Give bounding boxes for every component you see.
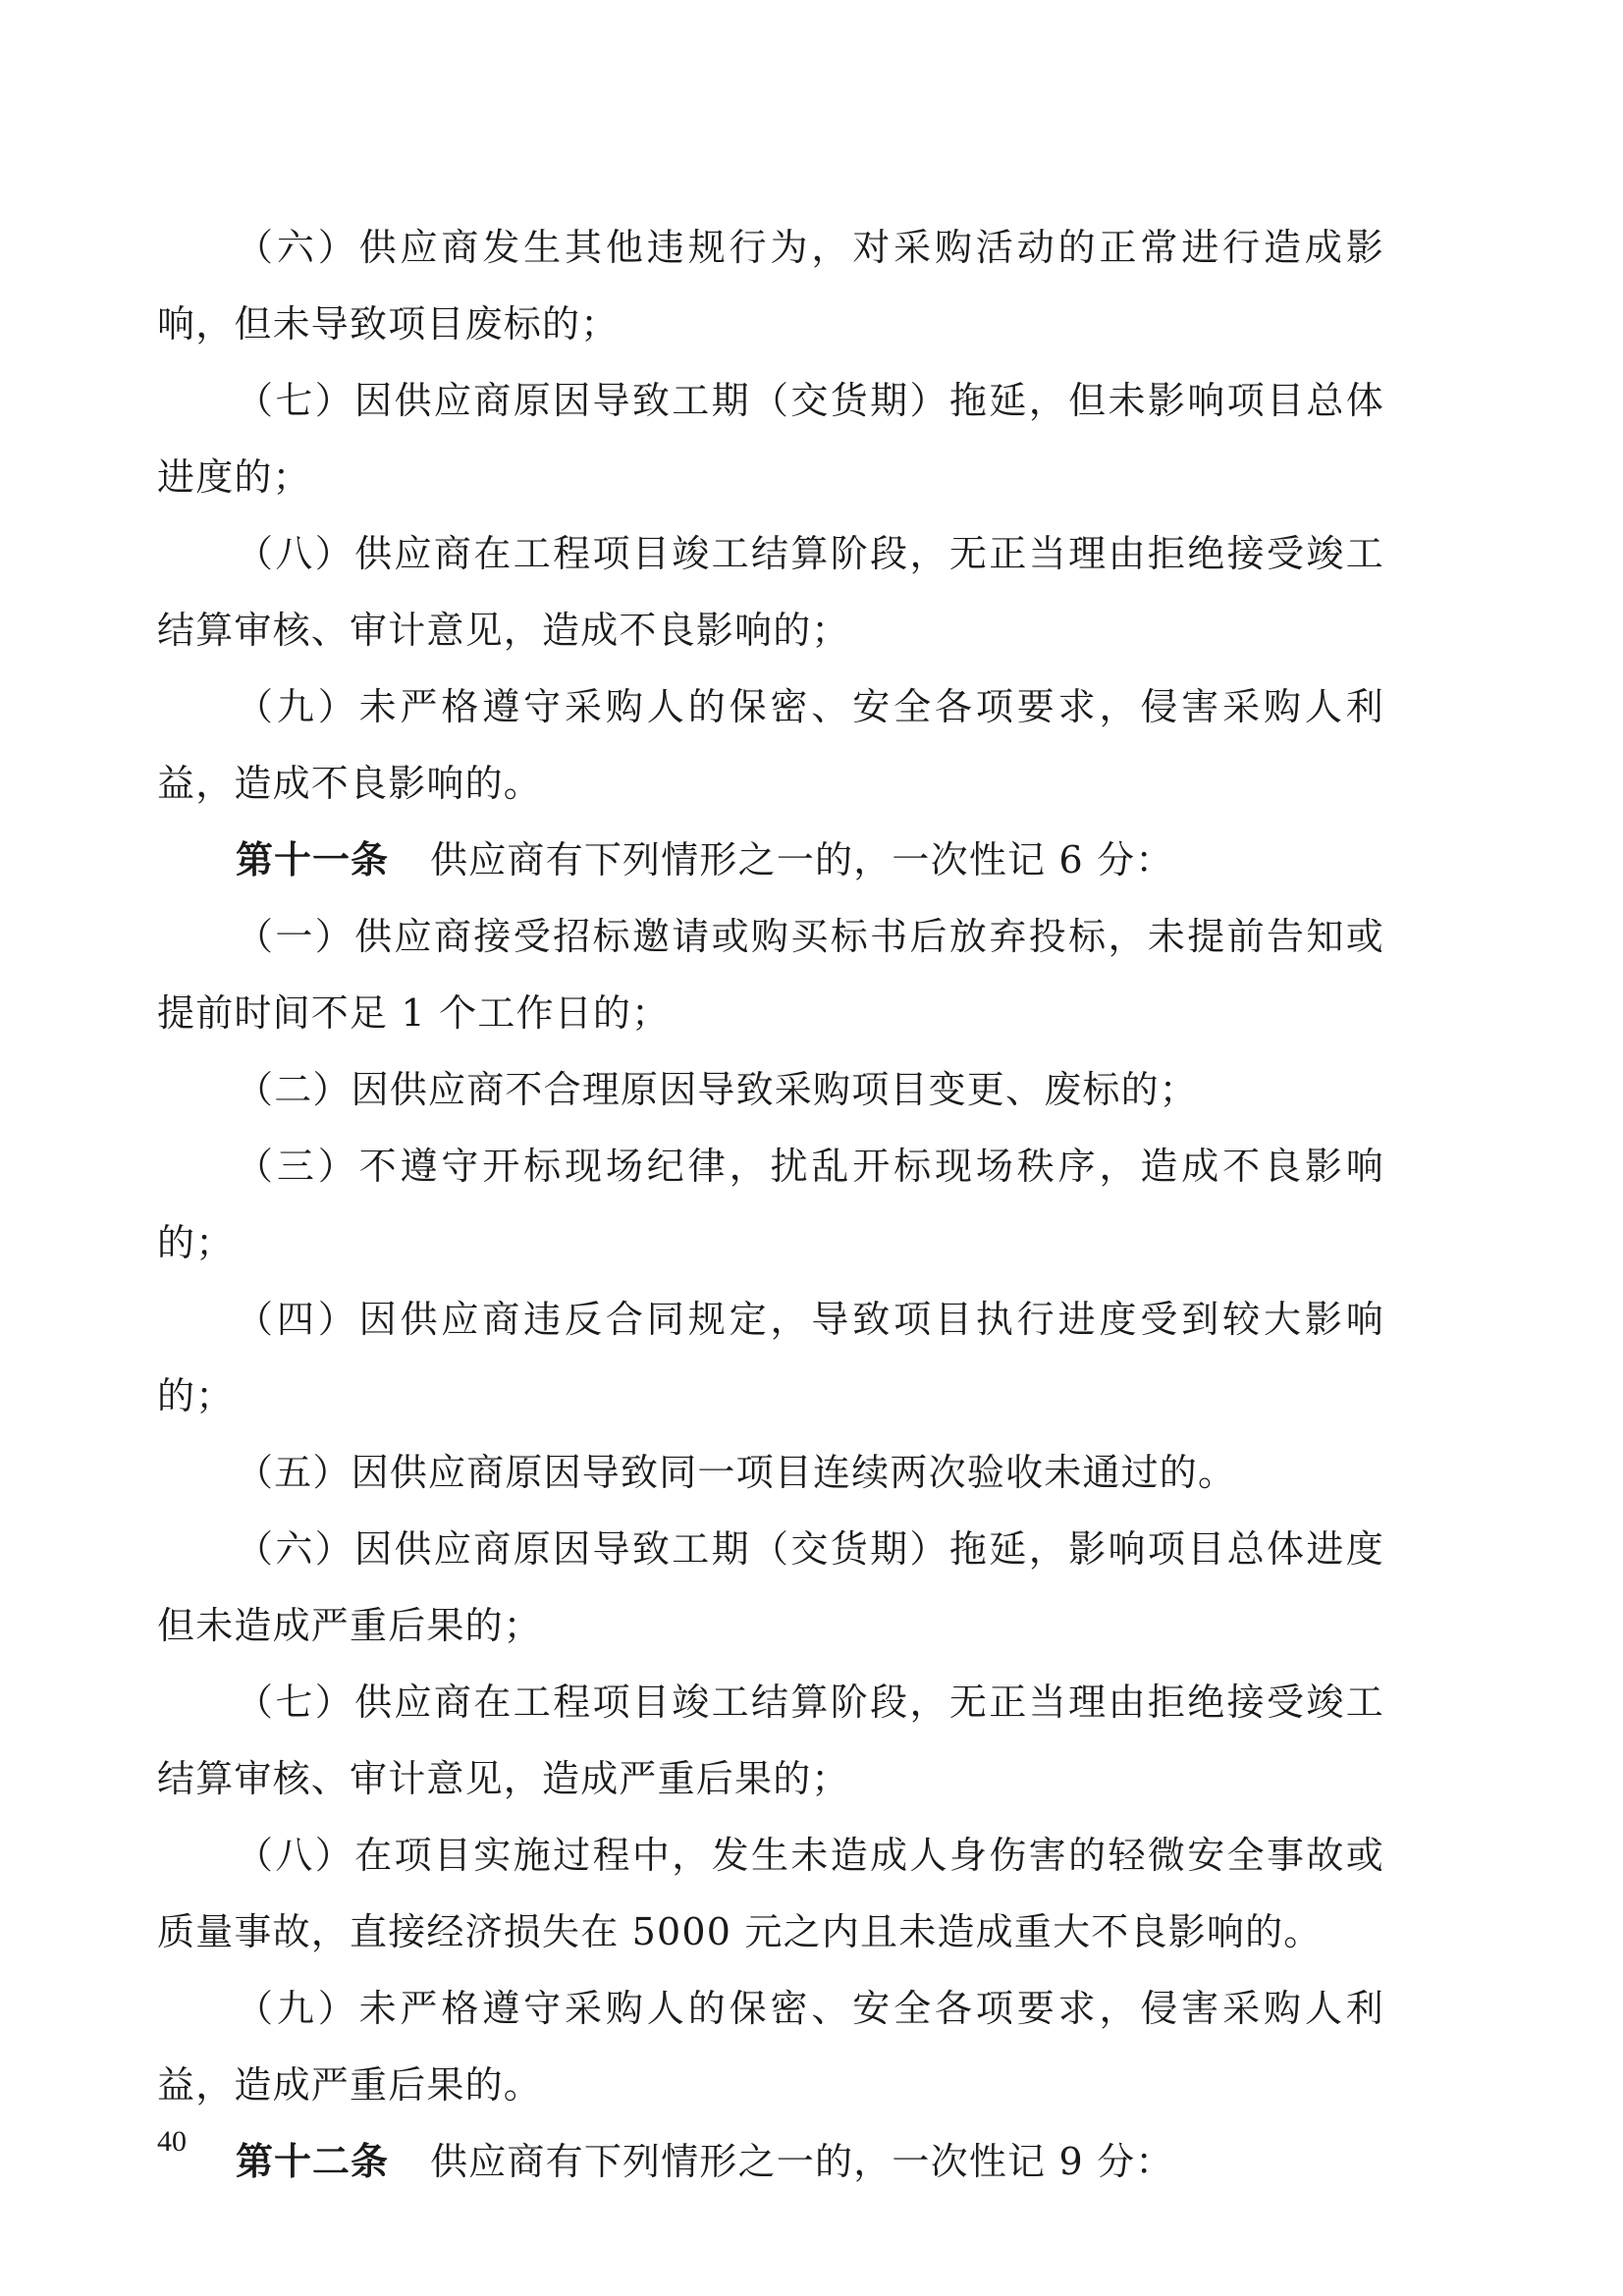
article-number: 第十一条 — [236, 838, 390, 881]
page-number: 40 — [157, 2125, 187, 2158]
clause-paragraph: （七）供应商在工程项目竣工结算阶段，无正当理由拒绝接受竣工结算审核、审计意见，造成严重后果的； — [157, 1681, 1384, 1800]
clause-paragraph: （八）供应商在工程项目竣工结算阶段，无正当理由拒绝接受竣工结算审核、审计意见，造成不良影响的； — [157, 532, 1384, 652]
clause-paragraph: （三）不遵守开标现场纪律，扰乱开标现场秩序，造成不良影响的； — [157, 1145, 1384, 1264]
document-body — [157, 209, 1384, 2200]
clause-paragraph: （九）未严格遵守采购人的保密、安全各项要求，侵害采购人利益，造成严重后果的。 — [157, 1987, 1384, 2107]
article-number: 第十二条 — [236, 2140, 390, 2183]
article-text: 供应商有下列情形之一的，一次性记 9 分： — [430, 2140, 1174, 2183]
article-text: 供应商有下列情形之一的，一次性记 6 分： — [430, 838, 1174, 881]
clause-paragraph: （六）供应商发生其他违规行为，对采购活动的正常进行造成影响，但未导致项目废标的； — [157, 226, 1384, 346]
clause-paragraph: （五）因供应商原因导致同一项目连续两次验收未通过的。 — [236, 1451, 1237, 1494]
clause-paragraph: （六）因供应商原因导致工期（交货期）拖延，影响项目总体进度但未造成严重后果的； — [157, 1527, 1384, 1647]
article-paragraph — [157, 822, 1384, 898]
clause-paragraph: （九）未严格遵守采购人的保密、安全各项要求，侵害采购人利益，造成不良影响的。 — [157, 685, 1384, 805]
clause-paragraph: （四）因供应商违反合同规定，导致项目执行进度受到较大影响的； — [157, 1298, 1384, 1417]
clause-paragraph: （八）在项目实施过程中，发生未造成人身伤害的轻微安全事故或质量事故，直接经济损失在 5000 元之内且未造成重大不良影响的。 — [157, 1834, 1384, 1953]
clause-paragraph: （七）因供应商原因导致工期（交货期）拖延，但未影响项目总体进度的； — [157, 379, 1384, 499]
article-paragraph — [157, 2123, 1384, 2200]
clause-paragraph: （二）因供应商不合理原因导致采购项目变更、废标的； — [236, 1068, 1199, 1111]
clause-paragraph: （一）供应商接受招标邀请或购买标书后放弃投标，未提前告知或提前时间不足 1 个工作日的； — [157, 915, 1384, 1035]
